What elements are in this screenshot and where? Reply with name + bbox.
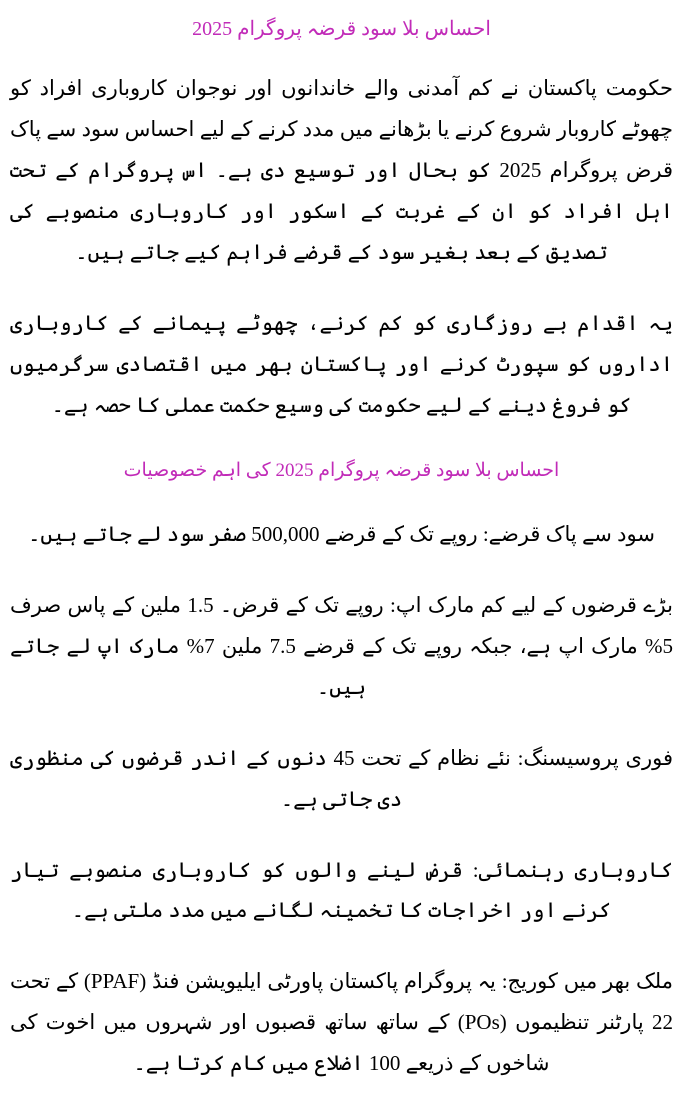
- intro-paragraph-2: یہ اقدام بے روزگاری کو کم کرنے، چھوٹے پیمانے کے کاروباری اداروں کو سپورٹ کرنے اور پاکستان بھر میں اقتصادی سرگرمیوں کو فروغ دینے کے لیے حکومت کی وسیع حکمت عملی کا حصہ ہے۔: [10, 310, 673, 417]
- features-heading: احساس بلا سود قرضہ پروگرام 2025 کی اہم خصوصیات: [123, 459, 560, 481]
- feature-item-business-guidance: کاروباری رہنمائی: قرض لینے والوں کو کاروباری منصوبے تیار کرنے اور اخراجات کا تخمینہ لگانے میں مدد ملتی ہے۔: [10, 857, 673, 923]
- intro-paragraph-1: حکومت پاکستان نے کم آمدنی والے خاندانوں اور نوجوان کاروباری افراد کو چھوٹے کاروبار شروع کرنے یا بڑھانے میں مدد کرنے کے لیے احساس سود سے پاک قرض پروگرام 2025 کو بحال اور توسیع دی ہے۔ اس پروگرام کے تحت اہل افراد کو ان کے غربت کے اسکور اور کاروباری منصوبے کی تصدیق کے بعد بغیر سود کے قرضے فراہم کیے جاتے ہیں۔: [10, 76, 673, 264]
- feature-item-interest-free-loans: سود سے پاک قرضے: روپے تک کے قرضے 500,000 صفر سود لے جاتے ہیں۔: [28, 521, 655, 546]
- feature-item-low-markup: بڑے قرضوں کے لیے کم مارک اپ: روپے تک کے قرض۔ 1.5 ملین کے پاس صرف 5% مارک اپ ہے، جبکہ روپے تک کے قرضے 7.5 ملین 7% مارک اپ لے جاتے ہیں۔: [10, 592, 673, 699]
- page-title: احساس بلا سود قرضہ پروگرام 2025: [192, 18, 491, 40]
- feature-item-nationwide-coverage: ملک بھر میں کوریج: یہ پروگرام پاکستان پاورٹی ایلیویشن فنڈ (PPAF) کے تحت 22 پارٹنر تنظیموں (POs) کے ساتھ ساتھ قصبوں اور شہروں میں اخوت کی شاخوں کے ذریعے 100 اضلاع میں کام کرتا ہے۔: [10, 969, 673, 1076]
- feature-item-quick-processing: فوری پروسیسنگ: نئے نظام کے تحت 45 دنوں کے اندر قرضوں کی منظوری دی جاتی ہے۔: [10, 745, 673, 811]
